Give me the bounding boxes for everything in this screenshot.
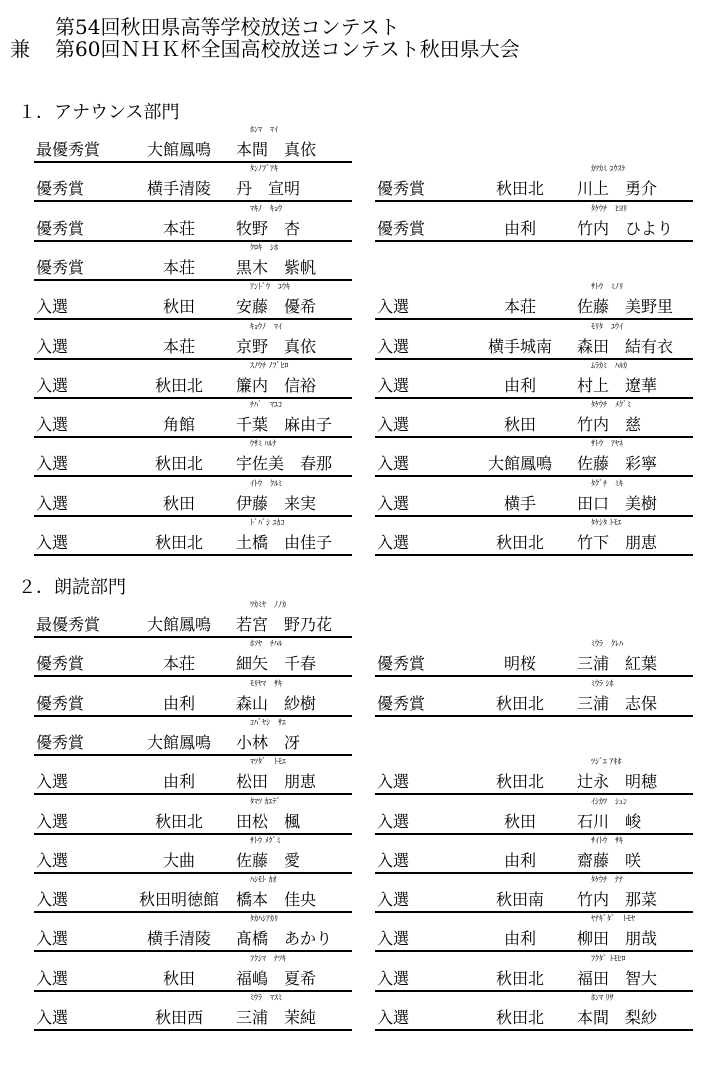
furigana-reading: ﾜｶﾐﾔ ﾉﾉｶ bbox=[250, 600, 286, 609]
furigana-reading: ﾀｹｳﾁ ﾒｸﾞﾐ bbox=[591, 400, 631, 409]
school-name: 横手城南 bbox=[487, 337, 552, 356]
furigana-reading: ﾔﾅｷﾞﾀﾞ ﾄﾓﾔ bbox=[591, 914, 635, 923]
furigana-reading: ﾀｸﾞﾁ ﾐｷ bbox=[591, 479, 623, 488]
school-name: 秋田 bbox=[162, 969, 195, 988]
school-name: 秋田南 bbox=[495, 890, 544, 909]
school-name: 秋田北 bbox=[154, 376, 203, 395]
furigana-reading: ﾂｼﾞｴ ｱｷﾎ bbox=[591, 757, 622, 766]
school-name: 秋田北 bbox=[495, 533, 544, 552]
award-label: 入選 bbox=[36, 533, 69, 552]
student-name: 福嶋 夏希 bbox=[236, 969, 317, 988]
furigana-reading: ﾐｳﾗ ﾏｽﾐ bbox=[250, 993, 282, 1002]
furigana-reading: ｶﾜｶﾐ ﾕｳｽｹ bbox=[591, 164, 626, 173]
school-name: 秋田北 bbox=[495, 694, 544, 713]
school-name: 由利 bbox=[503, 929, 536, 948]
student-name: 石川 峻 bbox=[577, 812, 642, 831]
student-name: 本間 真依 bbox=[236, 140, 317, 159]
furigana-reading: ｱﾝﾄﾞｳ ﾕｳｷ bbox=[250, 282, 290, 291]
result-entry bbox=[34, 914, 352, 952]
award-label: 入選 bbox=[377, 494, 410, 513]
student-name: 丹 宣明 bbox=[236, 179, 301, 198]
award-label: 入選 bbox=[36, 851, 69, 870]
award-label: 入選 bbox=[36, 969, 69, 988]
result-entry bbox=[34, 836, 352, 874]
result-entry bbox=[34, 282, 352, 320]
result-entry bbox=[375, 282, 693, 320]
award-label: 入選 bbox=[36, 337, 69, 356]
school-name: 秋田 bbox=[503, 415, 536, 434]
student-name: 森山 紗樹 bbox=[236, 694, 317, 713]
award-label: 入選 bbox=[377, 297, 410, 316]
school-name: 横手清陵 bbox=[146, 179, 211, 198]
award-label: 入選 bbox=[377, 929, 410, 948]
student-name: 若宮 野乃花 bbox=[236, 615, 333, 634]
furigana-reading: ﾀｶﾊｼｱｶﾘ bbox=[250, 914, 278, 923]
result-entry bbox=[34, 164, 352, 202]
school-name: 秋田北 bbox=[154, 454, 203, 473]
result-entry bbox=[375, 836, 693, 874]
school-name: 由利 bbox=[503, 376, 536, 395]
furigana-reading: ﾓﾘﾔﾏ ｻｷ bbox=[250, 679, 282, 688]
school-name: 大館鳳鳴 bbox=[146, 733, 211, 752]
furigana-reading: ﾀｹｼﾀ ﾄﾓｴ bbox=[591, 518, 622, 527]
furigana-reading: ﾓﾘﾀ ﾕｳｲ bbox=[591, 322, 623, 331]
student-name: 田口 美樹 bbox=[577, 494, 658, 513]
award-label: 入選 bbox=[36, 772, 69, 791]
student-name: 佐藤 彩寧 bbox=[577, 454, 658, 473]
result-entry bbox=[375, 204, 693, 242]
award-label: 入選 bbox=[36, 812, 69, 831]
award-label: 優秀賞 bbox=[36, 219, 85, 238]
school-name: 秋田北 bbox=[154, 533, 203, 552]
school-name: 秋田明徳館 bbox=[138, 890, 219, 909]
student-name: 黒木 紫帆 bbox=[236, 258, 317, 277]
student-name: 簾内 信裕 bbox=[236, 376, 317, 395]
school-name: 由利 bbox=[503, 219, 536, 238]
student-name: 宇佐美 春那 bbox=[236, 454, 333, 473]
furigana-reading: ﾁﾊﾞ ﾏﾕｺ bbox=[250, 400, 282, 409]
award-label: 入選 bbox=[36, 454, 69, 473]
furigana-reading: ﾊｼﾓﾄ ｶｵ bbox=[250, 875, 277, 884]
student-name: 牧野 杏 bbox=[236, 219, 301, 238]
furigana-reading: ﾀｹｳﾁ ﾋﾖﾘ bbox=[591, 204, 627, 213]
school-name: 秋田 bbox=[162, 297, 195, 316]
student-name: 竹内 ひより bbox=[577, 219, 674, 238]
student-name: 森田 結有衣 bbox=[577, 337, 674, 356]
result-entry bbox=[34, 204, 352, 242]
furigana-reading: ｲｼｶﾜ ｼｭﾝ bbox=[591, 797, 627, 806]
furigana-reading: ｻｲﾄｳ ｻｷ bbox=[591, 836, 623, 845]
furigana-reading: ﾀﾏﾂ ｶｴﾃﾞ bbox=[250, 797, 281, 806]
award-label: 入選 bbox=[377, 376, 410, 395]
result-entry bbox=[375, 797, 693, 835]
student-name: 橋本 佳央 bbox=[236, 890, 317, 909]
student-name: 齋藤 咲 bbox=[577, 851, 642, 870]
school-name: 秋田 bbox=[162, 494, 195, 513]
award-label: 優秀賞 bbox=[36, 258, 85, 277]
student-name: 伊藤 来実 bbox=[236, 494, 317, 513]
school-name: 由利 bbox=[162, 694, 195, 713]
award-label: 優秀賞 bbox=[36, 654, 85, 673]
student-name: 佐藤 美野里 bbox=[577, 297, 674, 316]
result-entry bbox=[34, 639, 352, 677]
award-label: 優秀賞 bbox=[36, 733, 85, 752]
school-name: 由利 bbox=[162, 772, 195, 791]
student-name: 髙橋 あかり bbox=[236, 929, 333, 948]
furigana-reading: ﾏｷﾉ ｷｮｳ bbox=[250, 204, 282, 213]
furigana-reading: ﾀﾝﾉﾌﾞｱｷ bbox=[250, 164, 278, 173]
student-name: 福田 智大 bbox=[577, 969, 658, 988]
furigana-reading: ﾏﾂﾀﾞ ﾄﾓｴ bbox=[250, 757, 286, 766]
school-name: 明桜 bbox=[503, 654, 536, 673]
award-label: 最優秀賞 bbox=[36, 140, 101, 159]
result-entry bbox=[34, 243, 352, 281]
student-name: 田松 楓 bbox=[236, 812, 301, 831]
furigana-reading: ｺﾊﾞﾔｼ ｻｴ bbox=[250, 718, 286, 727]
document-title-line2: 第60回ＮＨＫ杯全国高校放送コンテスト秋田県大会 bbox=[55, 37, 520, 61]
furigana-reading: ｷｮｳﾉ ﾏｲ bbox=[250, 322, 282, 331]
furigana-reading: ﾎｿﾔ ﾁﾊﾙ bbox=[250, 639, 282, 648]
result-entry bbox=[375, 164, 693, 202]
school-name: 秋田北 bbox=[495, 969, 544, 988]
school-name: 大館鳳鳴 bbox=[487, 454, 552, 473]
student-name: 村上 遼華 bbox=[577, 376, 658, 395]
school-name: 秋田北 bbox=[154, 812, 203, 831]
award-label: 入選 bbox=[377, 337, 410, 356]
school-name: 本荘 bbox=[162, 337, 195, 356]
result-entry bbox=[375, 757, 693, 795]
document-title-prefix: 兼 bbox=[10, 37, 30, 61]
result-entry bbox=[375, 914, 693, 952]
school-name: 本荘 bbox=[503, 297, 536, 316]
result-entry bbox=[375, 400, 693, 438]
award-label: 入選 bbox=[36, 890, 69, 909]
result-entry bbox=[34, 718, 352, 756]
award-label: 入選 bbox=[377, 415, 410, 434]
result-entry bbox=[375, 361, 693, 399]
result-entry bbox=[34, 993, 352, 1031]
award-label: 入選 bbox=[36, 376, 69, 395]
school-name: 秋田西 bbox=[154, 1008, 203, 1027]
school-name: 本荘 bbox=[162, 258, 195, 277]
furigana-reading: ｳｻﾐ ﾊﾙﾅ bbox=[250, 439, 277, 448]
result-entry bbox=[34, 400, 352, 438]
school-name: 角館 bbox=[162, 415, 195, 434]
furigana-reading: ﾎﾝﾏ ﾘｻ bbox=[591, 993, 614, 1002]
result-entry bbox=[34, 361, 352, 399]
school-name: 大館鳳鳴 bbox=[146, 615, 211, 634]
school-name: 秋田北 bbox=[495, 179, 544, 198]
furigana-reading: ﾐｳﾗ ｼﾎ bbox=[591, 679, 614, 688]
school-name: 本荘 bbox=[162, 654, 195, 673]
result-entry bbox=[34, 322, 352, 360]
student-name: 本間 梨紗 bbox=[577, 1008, 658, 1027]
student-name: 安藤 優希 bbox=[236, 297, 317, 316]
result-entry bbox=[34, 518, 352, 556]
result-entry bbox=[375, 479, 693, 517]
award-label: 優秀賞 bbox=[377, 694, 426, 713]
result-entry bbox=[34, 757, 352, 795]
result-entry bbox=[34, 125, 352, 163]
school-name: 秋田北 bbox=[495, 1008, 544, 1027]
section-heading-recitation: ２．朗読部門 bbox=[18, 577, 126, 598]
award-label: 入選 bbox=[377, 851, 410, 870]
student-name: 佐藤 愛 bbox=[236, 851, 301, 870]
student-name: 千葉 麻由子 bbox=[236, 415, 333, 434]
furigana-reading: ｻﾄｳ ﾐﾉﾘ bbox=[591, 282, 623, 291]
result-entry bbox=[34, 875, 352, 913]
school-name: 由利 bbox=[503, 851, 536, 870]
result-entry bbox=[375, 875, 693, 913]
award-label: 入選 bbox=[36, 494, 69, 513]
result-entry bbox=[34, 479, 352, 517]
student-name: 竹内 那菜 bbox=[577, 890, 658, 909]
award-label: 優秀賞 bbox=[36, 179, 85, 198]
furigana-reading: ﾎﾝﾏ ﾏｲ bbox=[250, 125, 278, 134]
award-label: 入選 bbox=[377, 812, 410, 831]
result-entry bbox=[375, 679, 693, 717]
school-name: 横手清陵 bbox=[146, 929, 211, 948]
student-name: 竹内 慈 bbox=[577, 415, 642, 434]
student-name: 三浦 志保 bbox=[577, 694, 658, 713]
result-entry bbox=[375, 439, 693, 477]
result-entry bbox=[34, 600, 352, 638]
student-name: 竹下 朋恵 bbox=[577, 533, 658, 552]
award-label: 入選 bbox=[377, 969, 410, 988]
school-name: 秋田北 bbox=[495, 772, 544, 791]
student-name: 川上 勇介 bbox=[577, 179, 658, 198]
student-name: 柳田 朋哉 bbox=[577, 929, 658, 948]
furigana-reading: ﾑﾗｶﾐ ﾊﾙｶ bbox=[591, 361, 627, 370]
section-heading-announce: １．アナウンス部門 bbox=[18, 102, 180, 123]
result-entry bbox=[375, 322, 693, 360]
award-label: 優秀賞 bbox=[377, 179, 426, 198]
award-label: 入選 bbox=[377, 1008, 410, 1027]
award-label: 入選 bbox=[36, 1008, 69, 1027]
school-name: 横手 bbox=[503, 494, 536, 513]
furigana-reading: ﾌｸｼﾏ ﾅﾂｷ bbox=[250, 954, 286, 963]
award-label: 入選 bbox=[377, 890, 410, 909]
award-label: 最優秀賞 bbox=[36, 615, 101, 634]
furigana-reading: ﾀｹｳﾁ ﾅﾅ bbox=[591, 875, 623, 884]
student-name: 三浦 紅葉 bbox=[577, 654, 658, 673]
furigana-reading: ｸﾛｷ ｼﾎ bbox=[250, 243, 278, 252]
result-entry bbox=[375, 518, 693, 556]
result-entry bbox=[34, 954, 352, 992]
student-name: 京野 真依 bbox=[236, 337, 317, 356]
furigana-reading: ﾄﾞﾊﾞｼ ﾕｶｺ bbox=[250, 518, 285, 527]
furigana-reading: ｲﾄｳ ｸﾙﾐ bbox=[250, 479, 282, 488]
student-name: 土橋 由佳子 bbox=[236, 533, 333, 552]
furigana-reading: ﾐｳﾗ ｸﾚﾊ bbox=[591, 639, 623, 648]
result-entry bbox=[375, 993, 693, 1031]
award-label: 入選 bbox=[377, 533, 410, 552]
award-label: 入選 bbox=[36, 297, 69, 316]
award-label: 優秀賞 bbox=[377, 654, 426, 673]
award-label: 入選 bbox=[377, 772, 410, 791]
award-label: 優秀賞 bbox=[36, 694, 85, 713]
furigana-reading: ﾌｸﾀﾞ ﾄﾓﾋﾛ bbox=[591, 954, 626, 963]
result-entry bbox=[34, 679, 352, 717]
school-name: 大館鳳鳴 bbox=[146, 140, 211, 159]
school-name: 大曲 bbox=[162, 851, 195, 870]
school-name: 秋田 bbox=[503, 812, 536, 831]
student-name: 細矢 千春 bbox=[236, 654, 317, 673]
document-title-line1: 第54回秋田県高等学校放送コンテスト bbox=[55, 15, 400, 39]
result-entry bbox=[375, 954, 693, 992]
student-name: 三浦 茉純 bbox=[236, 1008, 317, 1027]
furigana-reading: ｽﾉｳﾁ ﾉﾌﾞﾋﾛ bbox=[250, 361, 289, 370]
student-name: 松田 朋恵 bbox=[236, 772, 317, 791]
result-entry bbox=[375, 639, 693, 677]
student-name: 小林 冴 bbox=[236, 733, 301, 752]
award-label: 入選 bbox=[377, 454, 410, 473]
result-entry bbox=[34, 439, 352, 477]
award-label: 入選 bbox=[36, 415, 69, 434]
student-name: 辻永 明穂 bbox=[577, 772, 658, 791]
school-name: 本荘 bbox=[162, 219, 195, 238]
result-entry bbox=[34, 797, 352, 835]
award-label: 優秀賞 bbox=[377, 219, 426, 238]
award-label: 入選 bbox=[36, 929, 69, 948]
furigana-reading: ｻﾄｳ ｱﾔﾈ bbox=[591, 439, 623, 448]
furigana-reading: ｻﾄｳ ﾒｸﾞﾐ bbox=[250, 836, 281, 845]
